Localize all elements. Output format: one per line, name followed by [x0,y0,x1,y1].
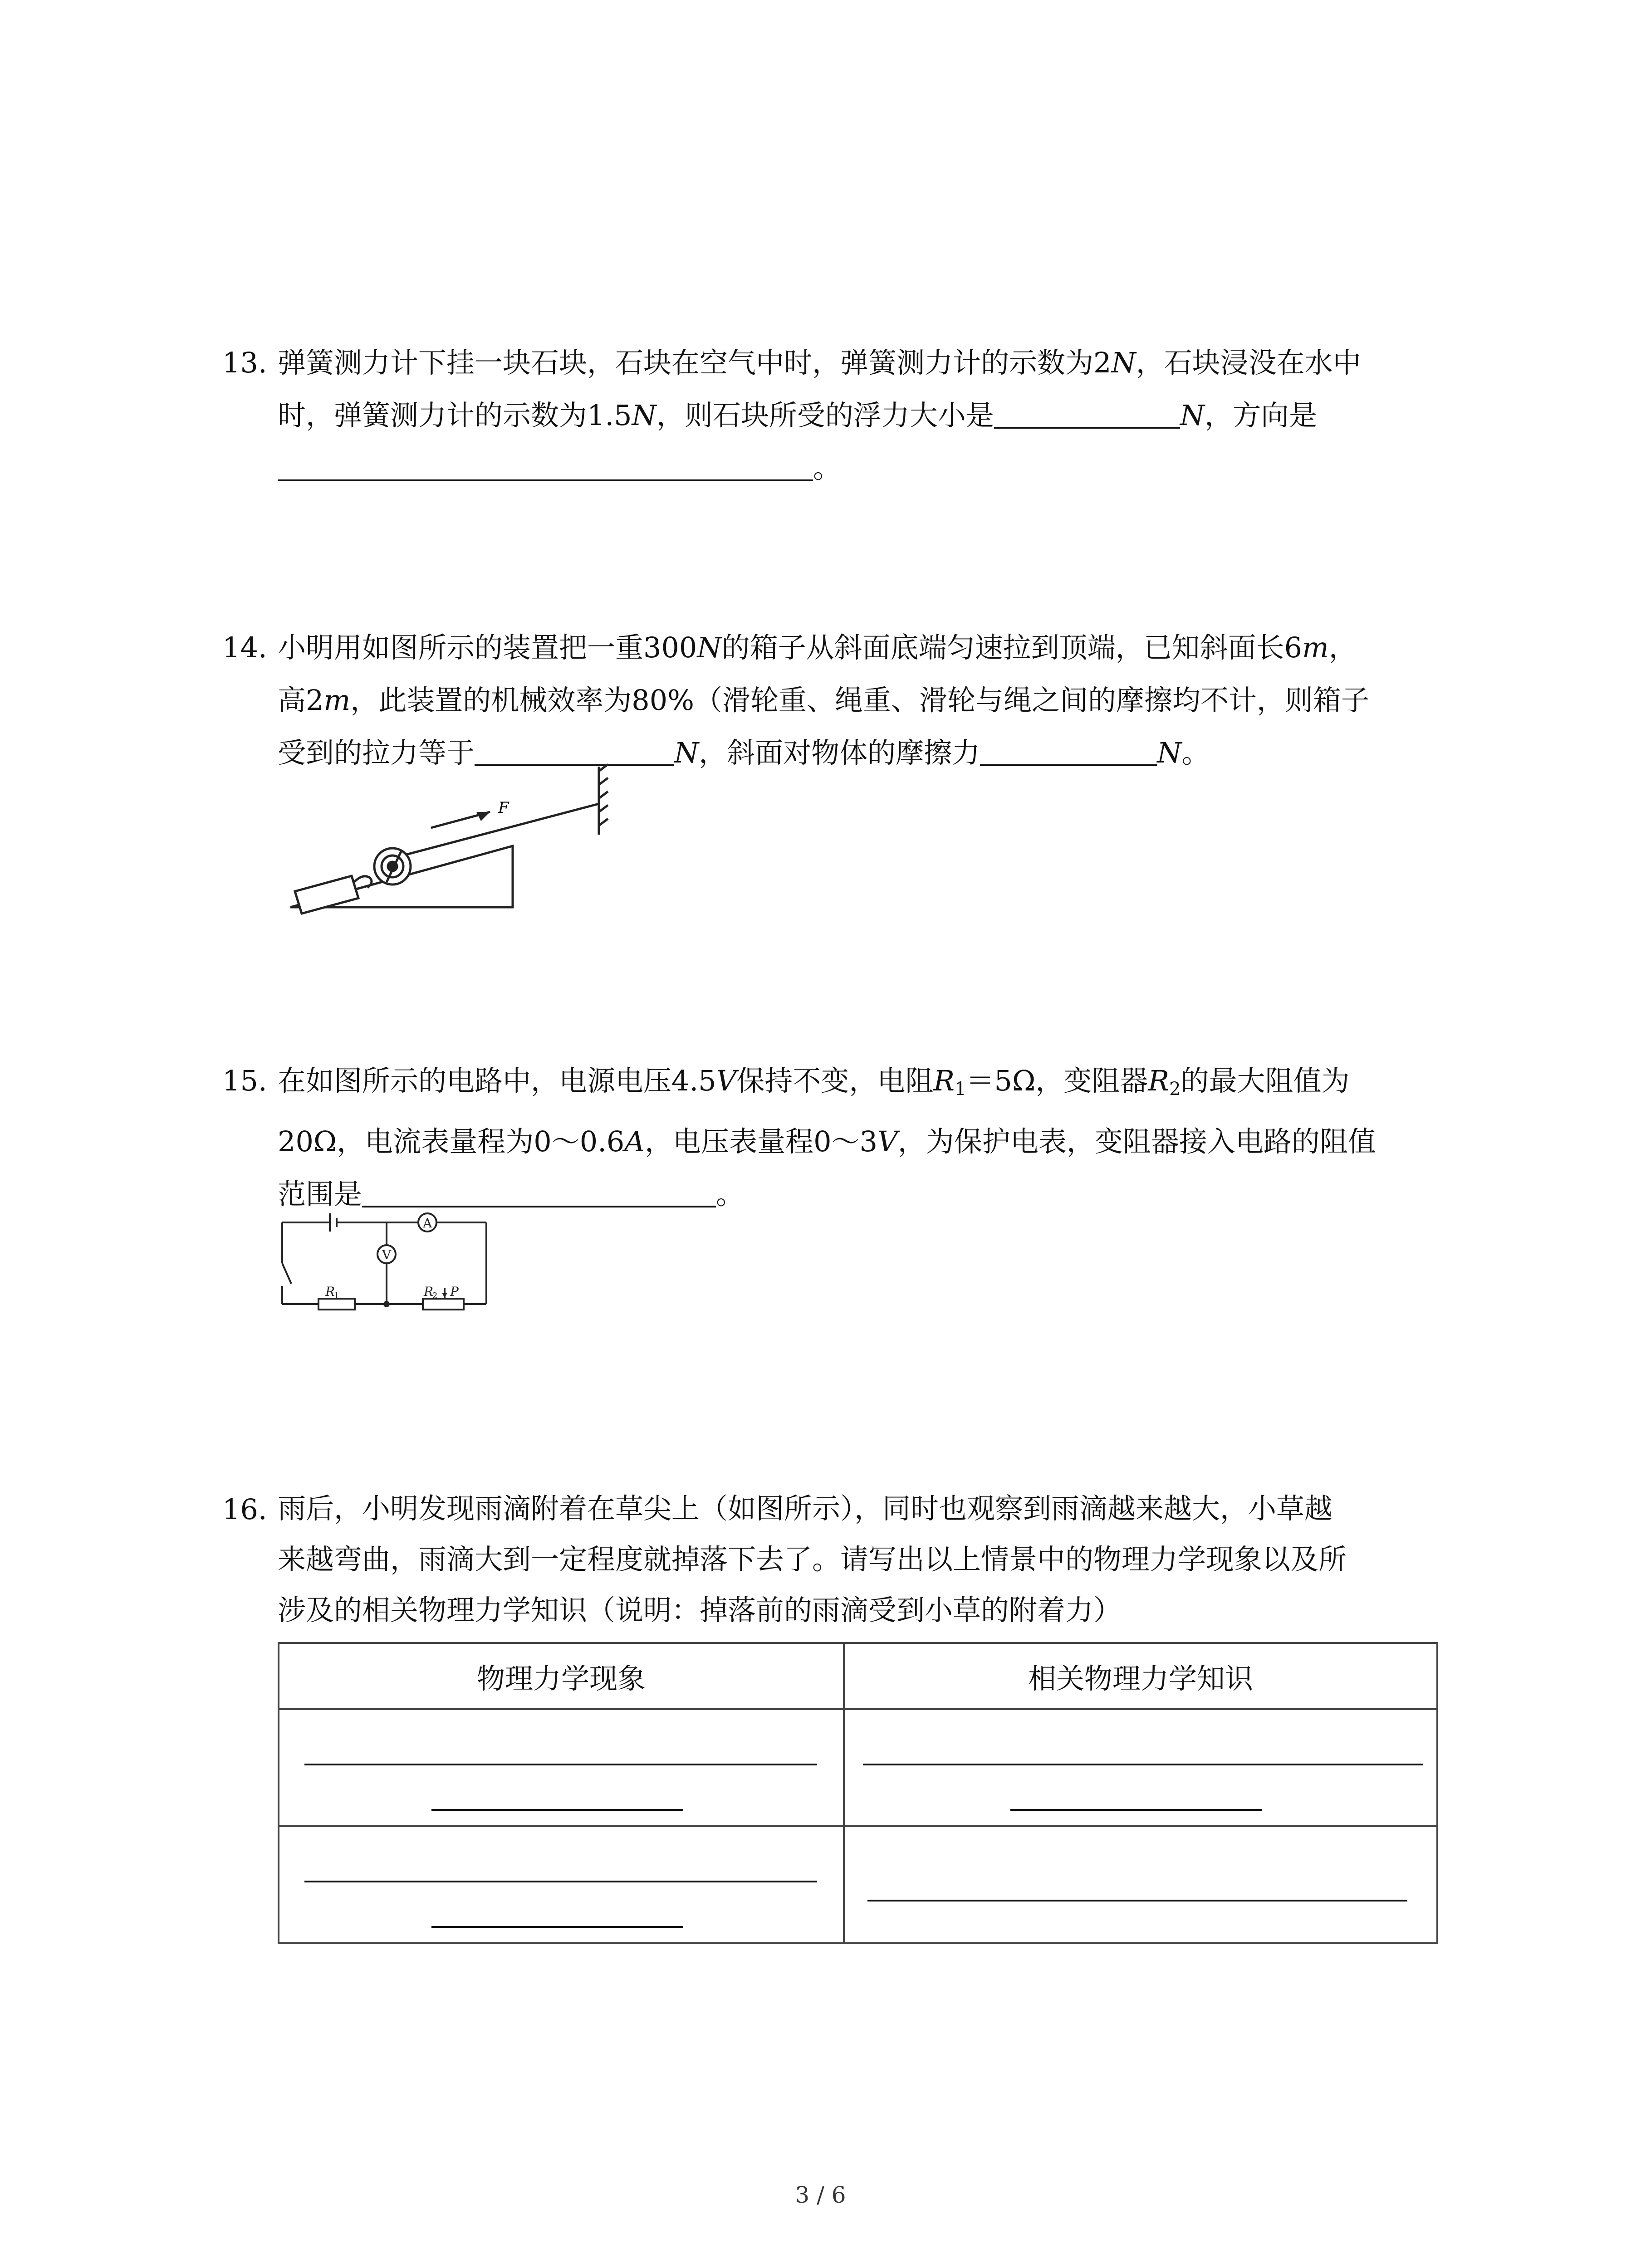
question-line: 小明用如图所示的装置把一重300N的箱子从斜面底端匀速拉到顶端，已知斜面长6m， [278,631,1357,664]
question-number: 16. [222,1493,267,1526]
switch [282,1263,291,1284]
table-cell [844,1709,1437,1826]
r2-label: R [424,1284,434,1299]
question-line: 雨后，小明发现雨滴附着在草尖上（如图所示），同时也观察到雨滴越来越大，小草越 [278,1492,1333,1525]
question-15 [222,1055,1447,1221]
table-header: 相关物理力学知识 [844,1643,1437,1709]
question-line: 高2m，此装置的机械效率为80%（滑轮重、绳重、滑轮与绳之间的摩擦均不计，则箱子 [278,684,1370,717]
r1-label: R [325,1284,335,1299]
question-14 [222,621,1447,779]
question-number: 15. [222,1064,267,1097]
question-line: 受到的拉力等于 N，斜面对物体的摩擦力 N。 [278,736,1210,769]
answer-blank[interactable] [304,1764,817,1765]
table-row [279,1826,1437,1943]
question-line: 20Ω，电流表量程为0～0.6A，电压表量程0～3V，为保护电表，变阻器接入电路的阻值 [278,1125,1376,1158]
question-13 [222,337,1447,494]
answer-blank[interactable] [980,736,1157,766]
slider-label: P [450,1284,459,1299]
question-number: 14. [222,631,267,664]
force-label: F [498,799,509,817]
answer-blank[interactable] [278,451,813,481]
question-16 [222,1483,1447,1636]
table-cell [279,1709,844,1826]
ammeter-label: A [423,1216,432,1231]
answer-blank[interactable] [867,1900,1407,1901]
page-number: 3 / 6 [795,2182,846,2208]
table-row [279,1709,1437,1826]
answer-table [278,1642,1438,1944]
answer-blank[interactable] [362,1178,716,1207]
voltmeter-label: V [382,1247,392,1262]
r1-sub: 1 [334,1291,339,1300]
r2-sub: 2 [432,1291,438,1300]
answer-blank[interactable] [1010,1809,1262,1811]
answer-blank[interactable] [994,399,1180,429]
question-line: 。 [278,442,1447,494]
table-header: 物理力学现象 [279,1643,844,1709]
rheostat-r2 [423,1299,464,1310]
table-cell [279,1826,844,1943]
answer-blank[interactable] [431,1926,683,1928]
circuit-figure [278,1209,495,1322]
answer-blank[interactable] [304,1881,817,1882]
question-line: 范围是 。 [278,1178,745,1211]
answer-blank[interactable] [431,1809,683,1811]
answer-blank[interactable] [863,1764,1423,1765]
question-line: 弹簧测力计下挂一块石块，石块在空气中时，弹簧测力计的示数为2N，石块浸没在水中 [278,346,1361,379]
question-number: 13. [222,346,267,379]
question-line: 在如图所示的电路中，电源电压4.5V保持不变，电阻$R_1=5\Omega$，变阻器$R_2$的最大阻值为 [278,1064,1350,1100]
incline-pulley-figure [281,762,626,916]
question-line: 来越弯曲，雨滴大到一定程度就掉落下去了。请写出以上情景中的物理力学现象以及所 [278,1543,1347,1576]
table-cell [844,1826,1437,1943]
question-line: 时，弹簧测力计的示数为1.5N，则石块所受的浮力大小是 N，方向是 [278,399,1318,432]
question-line: 涉及的相关物理力学知识（说明：掉落前的雨滴受到小草的附着力） [278,1593,1122,1627]
